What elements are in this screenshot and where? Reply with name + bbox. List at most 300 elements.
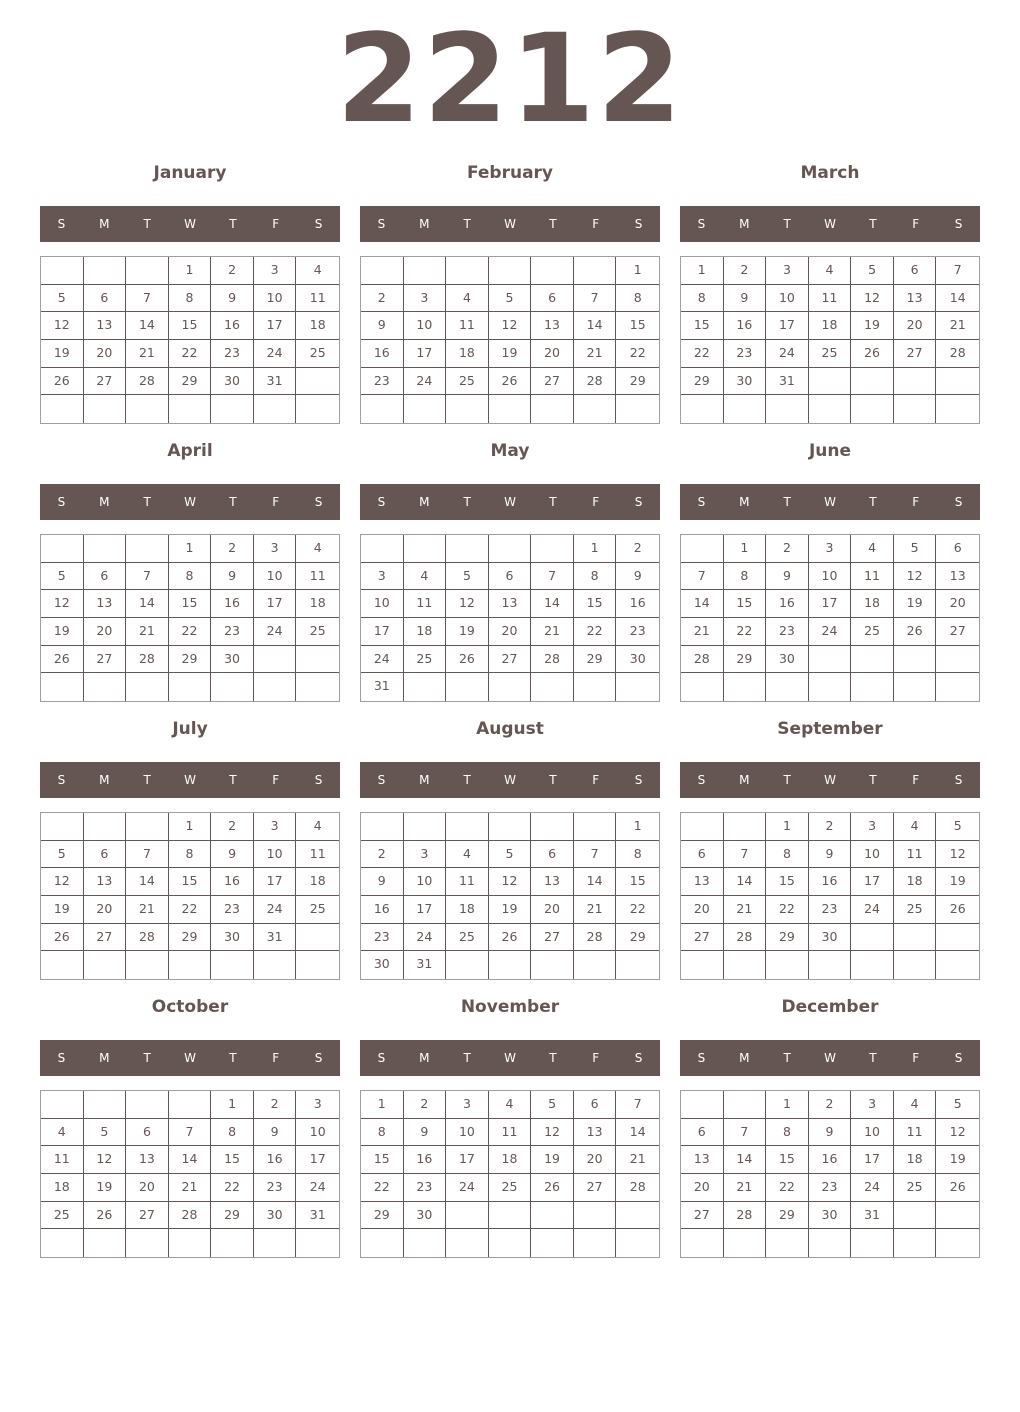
day-cell: 7 (126, 563, 169, 591)
day-cell: 3 (446, 1091, 489, 1119)
day-cell: 16 (809, 868, 852, 896)
day-cell: 11 (296, 285, 339, 313)
day-cell: 14 (574, 868, 617, 896)
day-cell (724, 1091, 767, 1119)
day-cell: 23 (724, 340, 767, 368)
weekday-label: W (504, 495, 516, 509)
day-cell (489, 951, 532, 979)
weekday-header (360, 206, 660, 242)
day-cell: 26 (446, 646, 489, 674)
day-cell: 7 (936, 257, 979, 285)
month-title: June (808, 441, 852, 461)
day-cell: 10 (404, 868, 447, 896)
day-cell: 24 (404, 368, 447, 396)
day-cell (41, 1229, 84, 1257)
day-cell: 12 (84, 1146, 127, 1174)
day-cell (404, 535, 447, 563)
day-cell: 24 (361, 646, 404, 674)
day-cell: 26 (489, 368, 532, 396)
weekday-label: M (739, 773, 750, 787)
weekday-header (680, 206, 980, 242)
month-title: September (777, 719, 883, 739)
day-cell: 20 (489, 618, 532, 646)
weekday-label: T (229, 217, 237, 231)
weekday-label: F (592, 217, 600, 231)
day-cell: 17 (851, 1146, 894, 1174)
weekday-header (360, 1040, 660, 1076)
day-cell: 15 (574, 590, 617, 618)
day-cell (574, 1202, 617, 1230)
weekday-label: W (824, 1051, 836, 1065)
day-cell (296, 673, 339, 701)
day-cell (616, 1202, 659, 1230)
day-cell: 15 (766, 868, 809, 896)
day-cell: 22 (169, 340, 212, 368)
day-cell: 2 (809, 1091, 852, 1119)
day-cell: 15 (766, 1146, 809, 1174)
day-cell: 19 (41, 618, 84, 646)
day-cell (254, 673, 297, 701)
day-cell (84, 673, 127, 701)
weekday-label: W (504, 1051, 516, 1065)
day-cell: 13 (681, 1146, 724, 1174)
day-cell (574, 395, 617, 423)
day-cell (616, 951, 659, 979)
day-cell (681, 535, 724, 563)
weekday-label: S (634, 1051, 643, 1065)
day-cell: 24 (851, 896, 894, 924)
day-cell (531, 395, 574, 423)
day-cell: 26 (489, 924, 532, 952)
day-cell (809, 951, 852, 979)
day-cell: 19 (936, 868, 979, 896)
day-cell (84, 1229, 127, 1257)
day-cell: 4 (296, 813, 339, 841)
day-cell: 2 (211, 257, 254, 285)
day-cell: 23 (361, 368, 404, 396)
day-cell: 10 (446, 1119, 489, 1147)
day-cell: 30 (616, 646, 659, 674)
day-cell (84, 535, 127, 563)
day-cell: 9 (809, 1119, 852, 1147)
day-cell (84, 813, 127, 841)
day-cell: 25 (446, 924, 489, 952)
day-cell: 11 (446, 868, 489, 896)
day-cell: 19 (936, 1146, 979, 1174)
day-cell: 5 (41, 841, 84, 869)
day-cell (361, 813, 404, 841)
day-cell (894, 1202, 937, 1230)
day-cell: 10 (766, 285, 809, 313)
weekday-header (40, 206, 340, 242)
day-cell: 20 (84, 618, 127, 646)
day-cell: 6 (84, 563, 127, 591)
day-cell (851, 368, 894, 396)
day-cell: 5 (489, 841, 532, 869)
day-cell: 12 (489, 868, 532, 896)
day-cell (724, 673, 767, 701)
day-cell: 12 (41, 590, 84, 618)
weekday-label: F (272, 773, 280, 787)
day-cell: 11 (894, 1119, 937, 1147)
weekday-label: S (377, 1051, 386, 1065)
day-cell: 24 (254, 896, 297, 924)
weekday-header (680, 484, 980, 520)
day-cell (809, 646, 852, 674)
weekday-label: S (954, 773, 963, 787)
day-cell (724, 951, 767, 979)
day-cell: 27 (936, 618, 979, 646)
day-cell: 5 (936, 813, 979, 841)
weekday-label: T (143, 1051, 151, 1065)
day-cell: 24 (296, 1174, 339, 1202)
weekday-header (680, 762, 980, 798)
weekday-header (40, 484, 340, 520)
day-cell: 2 (361, 841, 404, 869)
day-cell: 17 (404, 896, 447, 924)
day-cell: 23 (809, 896, 852, 924)
day-cell (361, 395, 404, 423)
day-cell: 13 (84, 312, 127, 340)
weekday-label: S (697, 773, 706, 787)
day-cell: 27 (531, 368, 574, 396)
day-cell: 28 (126, 368, 169, 396)
day-cell: 24 (851, 1174, 894, 1202)
weekday-label: M (419, 773, 430, 787)
day-cell (296, 646, 339, 674)
day-cell: 9 (724, 285, 767, 313)
weekday-header (360, 762, 660, 798)
day-cell: 30 (724, 368, 767, 396)
day-cell: 11 (809, 285, 852, 313)
day-cell (404, 813, 447, 841)
day-cell: 14 (724, 1146, 767, 1174)
day-cell: 5 (84, 1119, 127, 1147)
day-cell: 23 (361, 924, 404, 952)
day-cell (84, 257, 127, 285)
day-cell: 22 (766, 896, 809, 924)
day-cell: 28 (574, 924, 617, 952)
day-cell: 3 (361, 563, 404, 591)
day-cell (84, 1091, 127, 1119)
day-cell: 3 (851, 1091, 894, 1119)
day-cell (894, 646, 937, 674)
weekday-label: W (504, 217, 516, 231)
weekday-label: S (314, 217, 323, 231)
day-cell: 22 (724, 618, 767, 646)
day-cell: 6 (681, 1119, 724, 1147)
day-cell (851, 673, 894, 701)
day-cell (851, 924, 894, 952)
weekday-label: F (592, 495, 600, 509)
day-cell: 6 (126, 1119, 169, 1147)
weekday-label: S (954, 1051, 963, 1065)
weekday-label: S (57, 773, 66, 787)
day-grid (680, 812, 980, 980)
day-cell: 12 (531, 1119, 574, 1147)
weekday-label: F (272, 217, 280, 231)
day-cell: 30 (254, 1202, 297, 1230)
day-cell: 27 (894, 340, 937, 368)
weekday-label: F (272, 1051, 280, 1065)
day-cell (489, 1202, 532, 1230)
day-cell: 10 (254, 563, 297, 591)
day-cell: 23 (211, 896, 254, 924)
day-cell: 26 (531, 1174, 574, 1202)
weekday-header (360, 484, 660, 520)
weekday-label: S (314, 1051, 323, 1065)
day-cell: 27 (84, 646, 127, 674)
month-title: March (800, 163, 860, 183)
day-cell: 2 (616, 535, 659, 563)
day-cell (446, 951, 489, 979)
day-cell: 13 (574, 1119, 617, 1147)
day-cell: 15 (616, 868, 659, 896)
day-cell: 2 (211, 535, 254, 563)
day-cell: 2 (254, 1091, 297, 1119)
day-cell (489, 673, 532, 701)
day-cell: 2 (404, 1091, 447, 1119)
day-cell: 12 (41, 868, 84, 896)
day-cell: 7 (574, 841, 617, 869)
weekday-label: S (57, 495, 66, 509)
day-cell: 22 (616, 896, 659, 924)
day-cell: 6 (531, 285, 574, 313)
weekday-label: T (229, 495, 237, 509)
day-cell: 17 (851, 868, 894, 896)
day-cell (894, 951, 937, 979)
weekday-header (680, 1040, 980, 1076)
day-cell (809, 673, 852, 701)
day-cell: 22 (211, 1174, 254, 1202)
day-cell: 11 (446, 312, 489, 340)
day-cell (169, 395, 212, 423)
day-cell (446, 395, 489, 423)
day-cell: 9 (211, 563, 254, 591)
weekday-label: S (314, 773, 323, 787)
day-cell: 19 (489, 340, 532, 368)
day-cell: 25 (894, 1174, 937, 1202)
day-cell: 13 (681, 868, 724, 896)
day-cell: 18 (489, 1146, 532, 1174)
day-cell (809, 395, 852, 423)
day-cell (489, 257, 532, 285)
weekday-label: S (697, 495, 706, 509)
day-cell: 15 (681, 312, 724, 340)
day-cell: 14 (126, 312, 169, 340)
day-cell: 14 (126, 868, 169, 896)
day-cell: 3 (766, 257, 809, 285)
weekday-label: W (824, 773, 836, 787)
day-cell (254, 951, 297, 979)
weekday-label: T (549, 217, 557, 231)
day-cell: 2 (766, 535, 809, 563)
weekday-label: M (739, 217, 750, 231)
day-cell: 5 (489, 285, 532, 313)
day-cell: 16 (809, 1146, 852, 1174)
day-cell: 29 (169, 646, 212, 674)
day-cell: 19 (531, 1146, 574, 1174)
day-cell (724, 1229, 767, 1257)
day-cell: 1 (724, 535, 767, 563)
day-cell: 18 (296, 312, 339, 340)
day-cell: 19 (489, 896, 532, 924)
day-cell: 8 (766, 1119, 809, 1147)
day-grid (680, 534, 980, 702)
day-cell: 30 (809, 1202, 852, 1230)
day-cell: 10 (296, 1119, 339, 1147)
day-cell: 27 (84, 368, 127, 396)
day-cell: 25 (851, 618, 894, 646)
day-grid (40, 1090, 340, 1258)
day-cell (211, 1229, 254, 1257)
weekday-label: S (57, 217, 66, 231)
day-cell: 13 (894, 285, 937, 313)
day-cell (766, 951, 809, 979)
weekday-label: T (463, 1051, 471, 1065)
day-cell (766, 1229, 809, 1257)
day-cell (681, 395, 724, 423)
weekday-label: M (419, 1051, 430, 1065)
day-cell: 18 (41, 1174, 84, 1202)
day-cell: 25 (296, 896, 339, 924)
weekday-label: F (592, 1051, 600, 1065)
day-cell (531, 257, 574, 285)
day-cell: 21 (126, 896, 169, 924)
day-cell: 15 (616, 312, 659, 340)
day-cell: 7 (681, 563, 724, 591)
day-cell: 4 (41, 1119, 84, 1147)
day-cell: 3 (851, 813, 894, 841)
day-cell: 13 (126, 1146, 169, 1174)
day-cell: 30 (809, 924, 852, 952)
day-cell (361, 1229, 404, 1257)
day-cell (169, 673, 212, 701)
day-cell: 21 (681, 618, 724, 646)
day-cell: 18 (446, 896, 489, 924)
day-cell (894, 924, 937, 952)
day-cell: 31 (296, 1202, 339, 1230)
weekday-label: S (57, 1051, 66, 1065)
day-cell: 21 (616, 1146, 659, 1174)
day-cell: 11 (41, 1146, 84, 1174)
day-cell: 8 (681, 285, 724, 313)
day-cell (851, 395, 894, 423)
day-cell (361, 257, 404, 285)
day-cell (531, 813, 574, 841)
day-cell: 28 (724, 1202, 767, 1230)
day-cell: 21 (574, 896, 617, 924)
day-cell: 23 (766, 618, 809, 646)
day-cell: 18 (809, 312, 852, 340)
day-cell (681, 1229, 724, 1257)
day-cell: 11 (404, 590, 447, 618)
weekday-header (40, 1040, 340, 1076)
day-cell: 23 (211, 618, 254, 646)
weekday-label: F (272, 495, 280, 509)
day-cell: 29 (169, 924, 212, 952)
day-cell: 10 (254, 841, 297, 869)
day-cell: 26 (936, 1174, 979, 1202)
day-cell: 12 (936, 1119, 979, 1147)
day-cell: 26 (851, 340, 894, 368)
day-cell: 4 (894, 1091, 937, 1119)
day-cell: 15 (361, 1146, 404, 1174)
day-grid (360, 534, 660, 702)
day-cell: 16 (211, 590, 254, 618)
day-cell: 9 (809, 841, 852, 869)
day-cell (296, 395, 339, 423)
day-cell: 4 (296, 535, 339, 563)
day-cell: 11 (894, 841, 937, 869)
day-cell: 14 (169, 1146, 212, 1174)
day-cell: 5 (936, 1091, 979, 1119)
day-cell: 28 (531, 646, 574, 674)
day-cell: 12 (489, 312, 532, 340)
day-cell (126, 257, 169, 285)
weekday-label: F (592, 773, 600, 787)
day-cell: 17 (254, 868, 297, 896)
day-cell: 20 (84, 340, 127, 368)
day-cell: 4 (851, 535, 894, 563)
day-cell: 13 (936, 563, 979, 591)
day-cell: 14 (724, 868, 767, 896)
day-cell (211, 395, 254, 423)
weekday-label: M (419, 495, 430, 509)
day-cell (169, 951, 212, 979)
day-cell: 6 (681, 841, 724, 869)
weekday-label: T (869, 1051, 877, 1065)
day-cell (851, 646, 894, 674)
day-cell (936, 646, 979, 674)
day-cell (41, 395, 84, 423)
day-cell: 14 (126, 590, 169, 618)
day-cell: 25 (41, 1202, 84, 1230)
day-cell (84, 395, 127, 423)
day-cell: 25 (446, 368, 489, 396)
day-cell: 19 (446, 618, 489, 646)
day-cell: 4 (404, 563, 447, 591)
day-cell: 28 (126, 924, 169, 952)
day-cell: 20 (681, 1174, 724, 1202)
day-cell: 5 (446, 563, 489, 591)
day-cell: 9 (404, 1119, 447, 1147)
day-cell (404, 257, 447, 285)
day-cell: 18 (894, 1146, 937, 1174)
day-cell: 6 (531, 841, 574, 869)
day-cell (894, 1229, 937, 1257)
day-cell: 20 (936, 590, 979, 618)
day-cell: 29 (169, 368, 212, 396)
day-cell: 8 (169, 841, 212, 869)
day-cell: 20 (126, 1174, 169, 1202)
day-cell (126, 395, 169, 423)
day-cell: 23 (211, 340, 254, 368)
day-cell: 23 (809, 1174, 852, 1202)
weekday-label: T (549, 773, 557, 787)
day-cell: 3 (254, 535, 297, 563)
day-cell: 30 (211, 646, 254, 674)
day-cell: 1 (766, 1091, 809, 1119)
day-cell: 28 (574, 368, 617, 396)
day-cell: 17 (809, 590, 852, 618)
day-grid (680, 1090, 980, 1258)
weekday-label: M (99, 1051, 110, 1065)
day-cell: 25 (489, 1174, 532, 1202)
day-cell: 16 (254, 1146, 297, 1174)
weekday-label: T (463, 773, 471, 787)
day-cell (936, 1202, 979, 1230)
